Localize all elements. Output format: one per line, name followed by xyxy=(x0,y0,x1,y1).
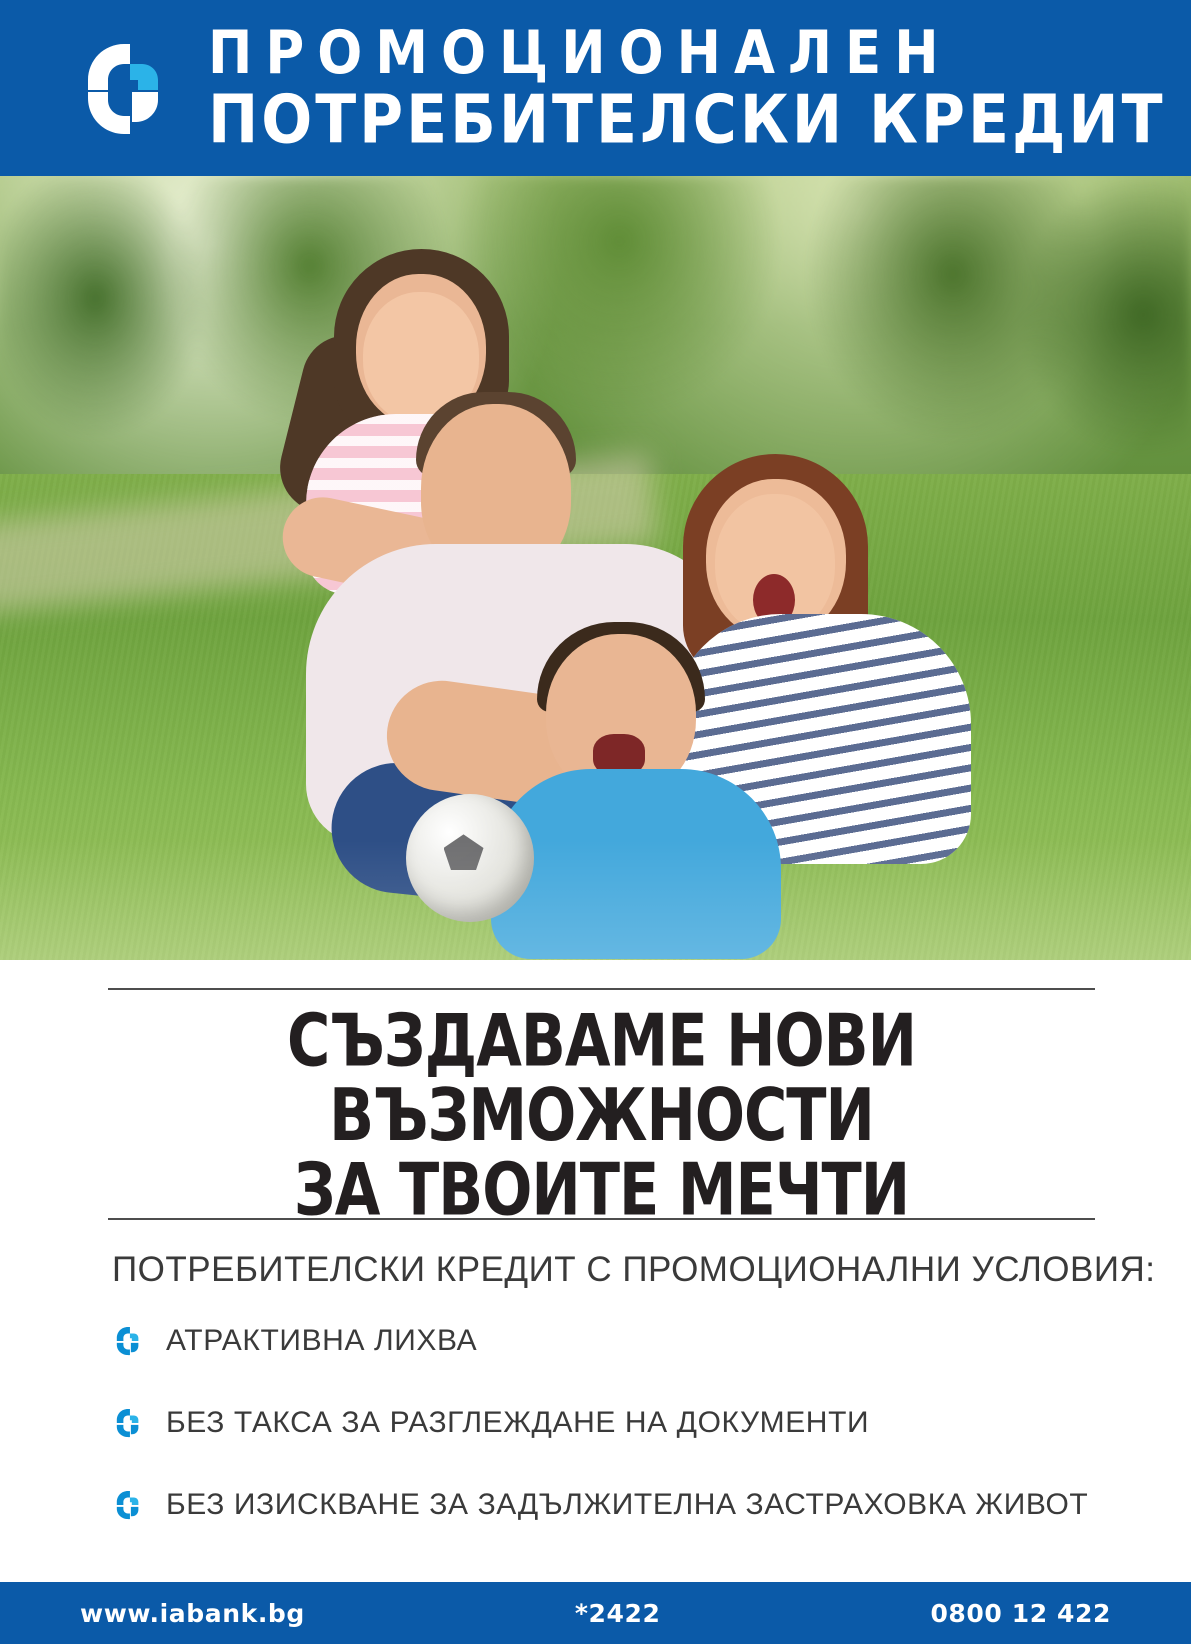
iabank-logo-icon xyxy=(78,40,174,136)
header-title-line2: ПОТРЕБИТЕЛСКИ КРЕДИТ xyxy=(208,80,1166,159)
poster-header xyxy=(0,0,1191,176)
page-title xyxy=(108,990,1095,1239)
footer-website[interactable]: www.iabank.bg xyxy=(80,1598,305,1628)
headline-line-1: СЪЗДАВАМЕ НОВИ ВЪЗМОЖНОСТИ xyxy=(287,998,916,1157)
list-item-label: БЕЗ ТАКСА ЗА РАЗГЛЕЖДАНЕ НА ДОКУМЕНТИ xyxy=(166,1406,870,1440)
footer-short-number[interactable]: *2422 xyxy=(574,1598,661,1628)
iabank-bullet-icon xyxy=(114,1408,144,1438)
header-text xyxy=(208,18,1166,159)
photo-bottom-fade xyxy=(0,840,1191,960)
iabank-bullet-icon xyxy=(114,1490,144,1520)
list-item xyxy=(108,1406,1095,1440)
hero-photo xyxy=(0,176,1191,960)
list-item xyxy=(108,1324,1095,1358)
header-title-line1: ПРОМОЦИОНАЛЕН xyxy=(208,18,952,88)
family-group xyxy=(131,214,1061,944)
poster-footer xyxy=(0,1582,1191,1644)
list-item-label: АТРАКТИВНА ЛИХВА xyxy=(166,1324,478,1358)
iabank-bullet-icon xyxy=(114,1326,144,1356)
list-item xyxy=(108,1488,1095,1522)
list-item-label: БЕЗ ИЗИСКВАНЕ ЗА ЗАДЪЛЖИТЕЛНА ЗАСТРАХОВКА ЖИВОТ xyxy=(166,1488,1089,1522)
poster-content xyxy=(0,960,1191,1582)
benefits-list xyxy=(108,1324,1095,1522)
footer-phone[interactable]: 0800 12 422 xyxy=(930,1598,1111,1628)
subheadline: ПОТРЕБИТЕЛСКИ КРЕДИТ С ПРОМОЦИОНАЛНИ УСЛОВИЯ: xyxy=(112,1250,1156,1290)
headline-line-2: ЗА ТВОИТЕ МЕЧТИ xyxy=(293,1146,910,1231)
